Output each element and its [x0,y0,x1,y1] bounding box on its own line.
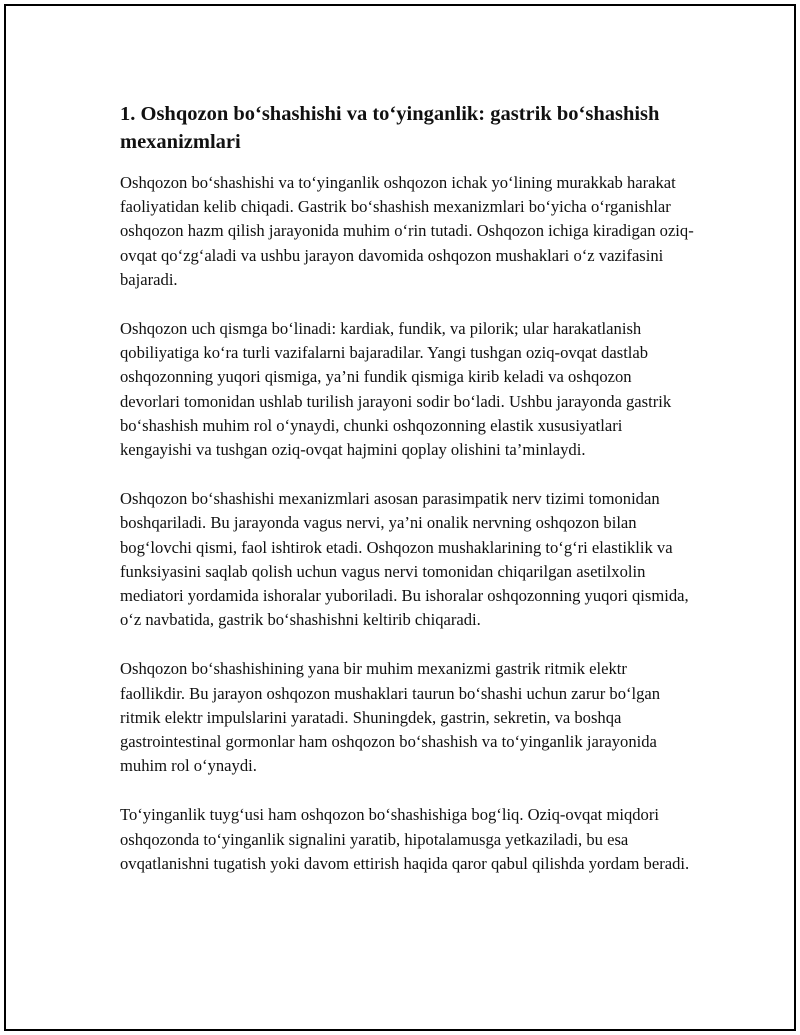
paragraph-1: Oshqozon bo‘shashishi va to‘yinganlik oshqozon ichak yo‘lining murakkab harakat faoliyatidan kelib chiqadi. Gastrik bo‘shashish mexanizmlari bo‘yicha o‘rganishlar oshqozon hazm qilish jarayonida muhim o‘rin tutadi. Oshqozon ichiga kiradigan oziq-ovqat qo‘zg‘aladi va ushbu jarayon davomida oshqozon mushaklari o‘z vazifasini bajaradi. [120,173,694,289]
paragraph-5: To‘yinganlik tuyg‘usi ham oshqozon bo‘shashishiga bog‘liq. Oziq-ovqat miqdori oshqozonda to‘yinganlik signalini yaratib, hipotalamusga yetkaziladi, bu esa ovqatlanishni tugatish yoki davom ettirish haqida qaror qabul qilishda yordam beradi. [120,805,690,873]
paragraph-3: Oshqozon bo‘shashishi mexanizmlari asosan parasimpatik nerv tizimi tomonidan boshqariladi. Bu jarayonda vagus nervi, ya’ni onalik nervning oshqozon bilan bog‘lovchi qismi, faol ishtirok etadi. Oshqozon mushaklarining to‘g‘ri elastiklik va funksiyasini saqlab qolish uchun vagus nervi tomonidan chiqarilgan asetilxolin mediatori yordamida ishoralar yuboriladi. Bu ishoralar oshqozonning yuqori qismida, o‘z navbatida, gastrik bo‘shashishni keltirib chiqaradi. [120,489,689,630]
page-frame [4,4,796,1031]
section-heading: 1. Oshqozon bo‘shashishi va to‘yinganlik: gastrik bo‘shashish mexanizmlari [120,103,660,153]
paragraph-4: Oshqozon bo‘shashishining yana bir muhim mexanizmi gastrik ritmik elektr faollikdir. Bu jarayon oshqozon mushaklari taurun bo‘shashi uchun zarur bo‘lgan ritmik elektr impulslarini yaratadi. Shuningdek, gastrin, sekretin, va boshqa gastrointestinal gormonlar ham oshqozon bo‘shashish va to‘yinganlik jarayonida muhim rol o‘ynaydi. [120,659,661,776]
document-body [120,100,694,901]
paragraph-2: Oshqozon uch qismga bo‘linadi: kardiak, fundik, va pilorik; ular harakatlanish qobiliyatiga ko‘ra turli vazifalarni bajaradilar. Yangi tushgan oziq-ovqat dastlab oshqozonning yuqori qismiga, ya’ni fundik qismiga kirib keladi va oshqozon devorlari tomonidan ushlab turilish jarayoni sodir bo‘ladi. Ushbu jarayonda gastrik bo‘shashish muhim rol o‘ynaydi, chunki oshqozonning elastik xususiyatlari kengayishi va tushgan oziq-ovqat hajmini qoplay olishini ta’minlaydi. [120,319,672,460]
